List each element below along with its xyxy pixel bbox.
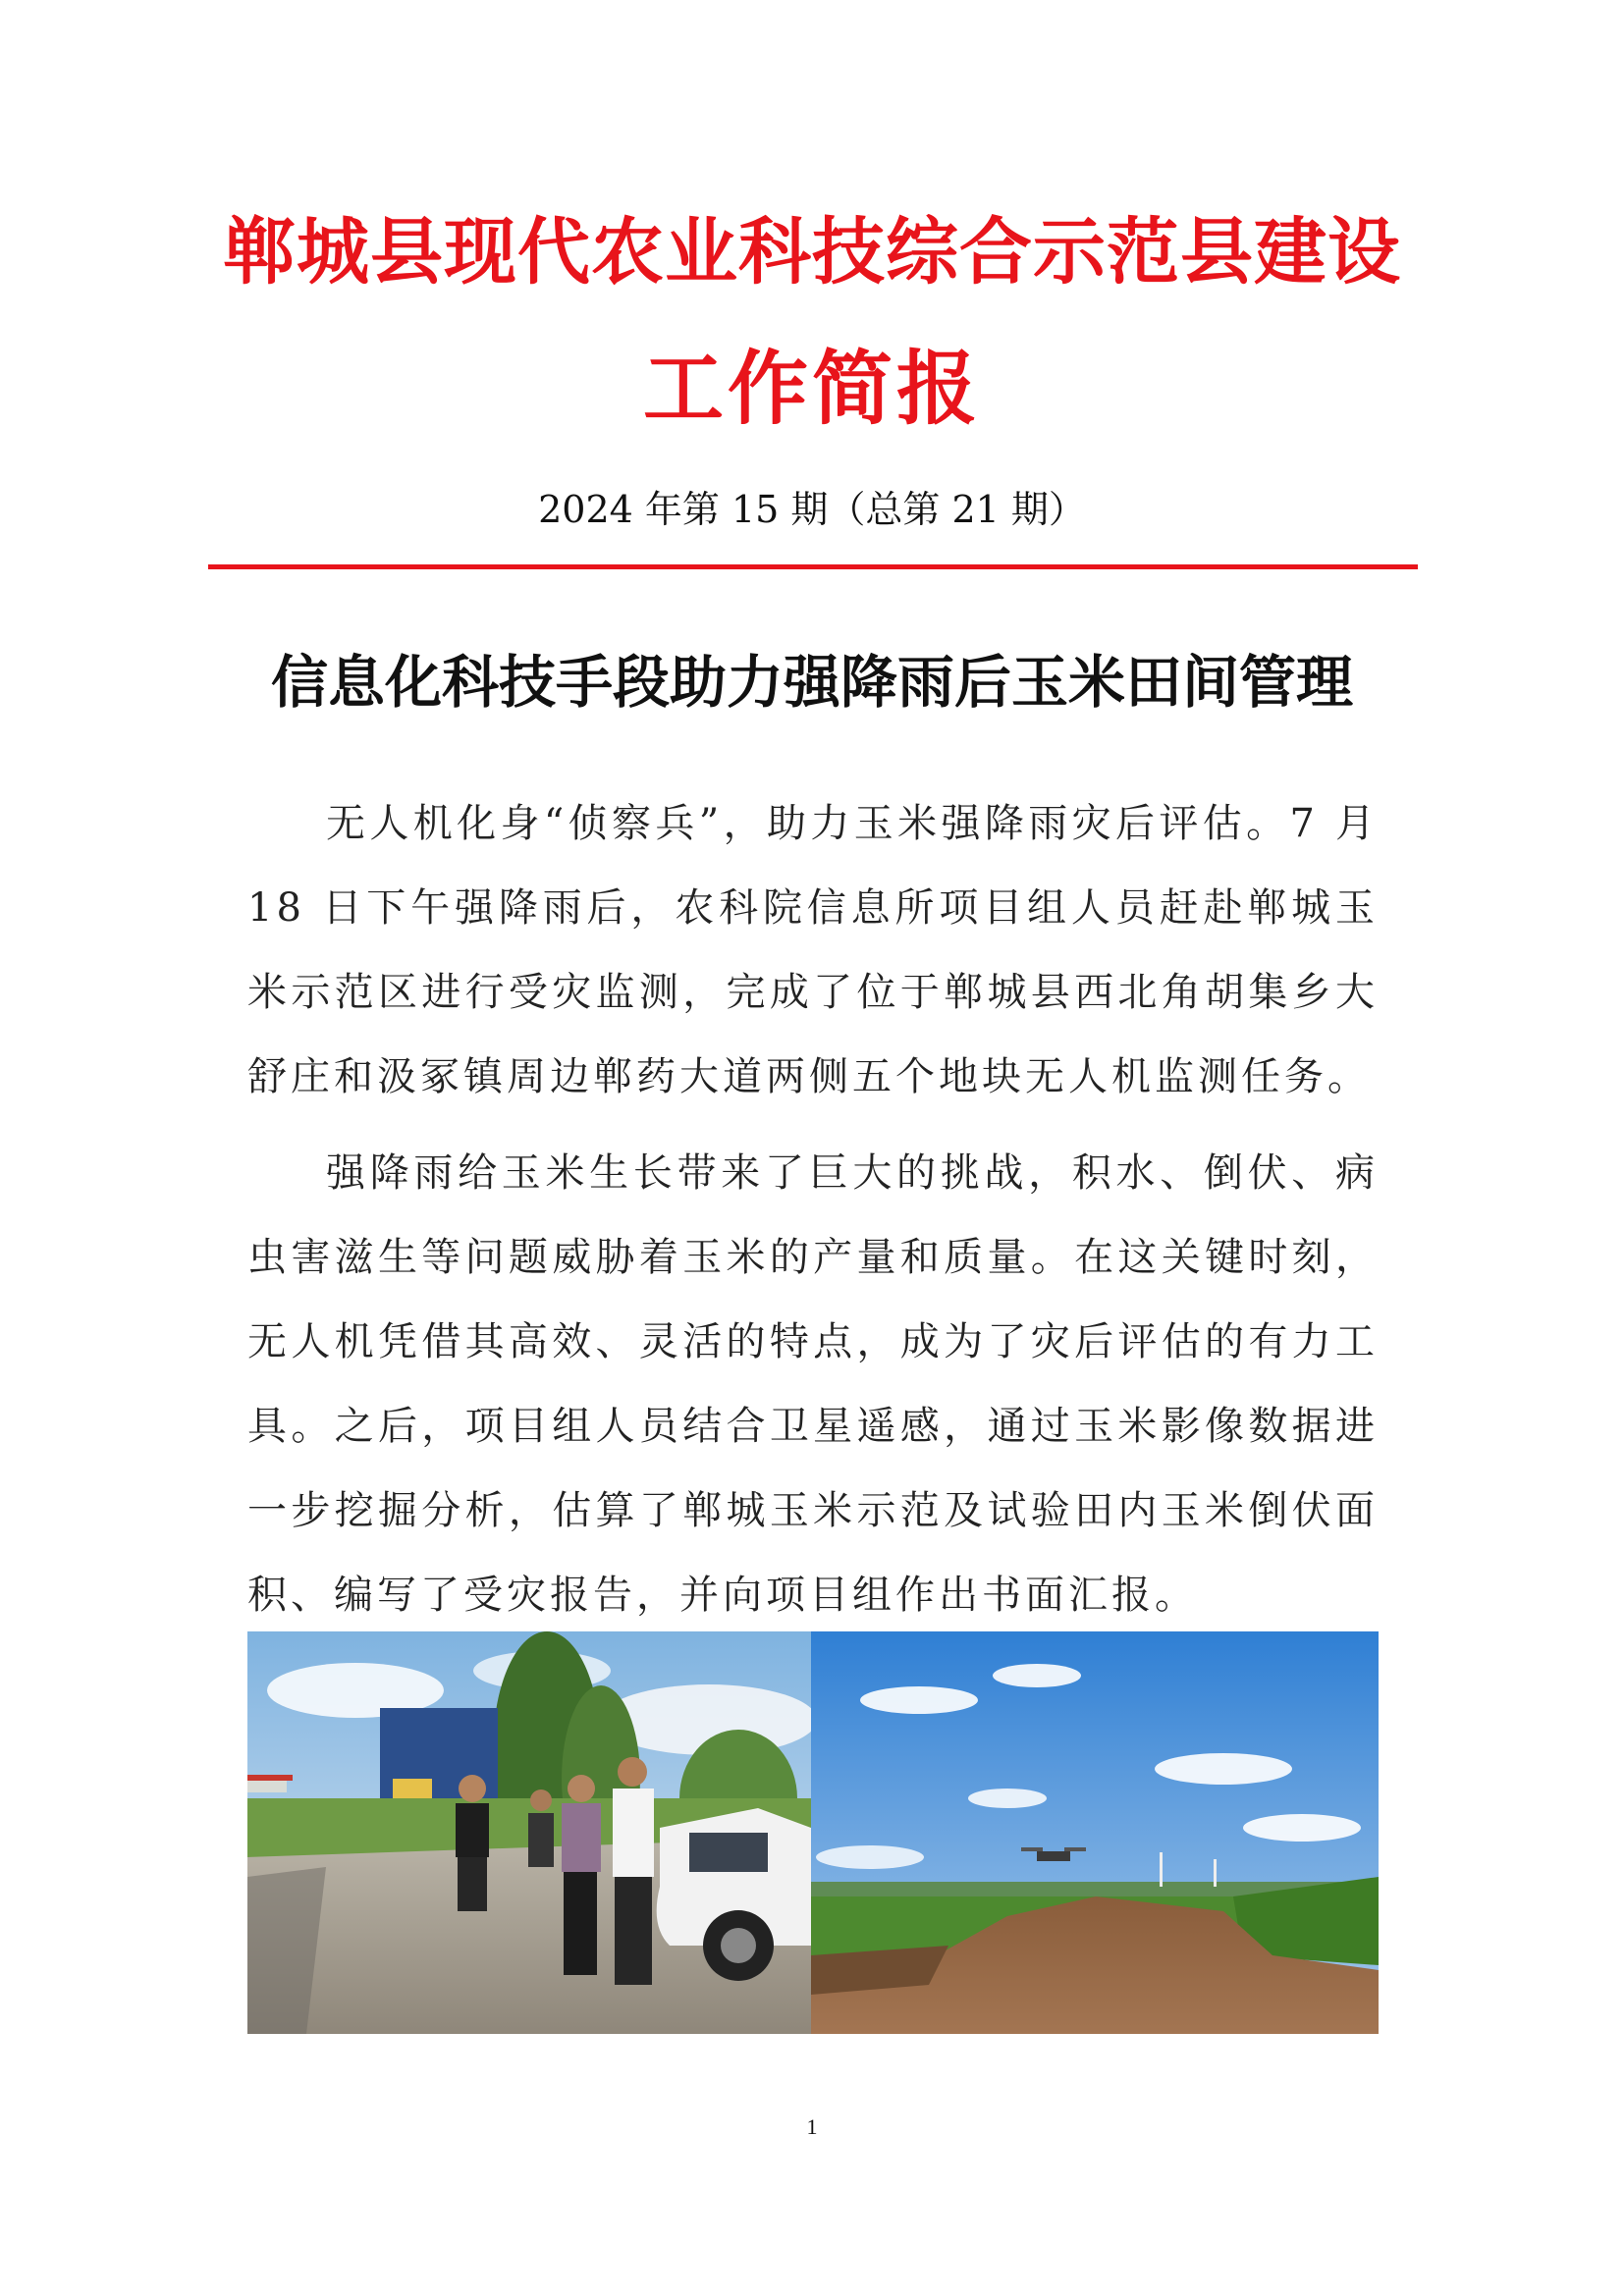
masthead-title-line-1: 郸城县现代农业科技综合示范县建设 [223,210,1401,294]
masthead-title-line-2: 工作简报 [642,342,981,436]
photo-row [247,1631,1379,2034]
field-inspection-photo [247,1631,811,2034]
page-number: 1 [806,2114,818,2139]
masthead-divider [208,564,1418,569]
drone-monitoring-photo [811,1631,1379,2034]
paragraph-2: 强降雨给玉米生长带来了巨大的挑战，积水、倒伏、病虫害滋生等问题威胁着玉米的产量和质量。在这关键时刻，无人机凭借其高效、灵活的特点，成为了灾后评估的有力工具。之后，项目组人员结合卫星遥感，通过玉米影像数据进一步挖掘分析，估算了郸城玉米示范及试验田内玉米倒伏面积、编写了受灾报告，并向项目组作出书面汇报。 [247,1150,1379,1618]
issue-number: 2024 年第 15 期（总第 21 期） [538,488,1086,531]
article-title: 信息化科技手段助力强降雨后玉米田间管理 [270,649,1353,716]
article-body [247,781,1379,1649]
paragraph-1: 无人机化身“侦察兵”，助力玉米强降雨灾后评估。7 月 18 日下午强降雨后，农科院信息所项目组人员赶赴郸城玉米示范区进行受灾监测，完成了位于郸城县西北角胡集乡大舒庄和汲冢镇周边郸药大道两侧五个地块无人机监测任务。 [247,801,1379,1099]
